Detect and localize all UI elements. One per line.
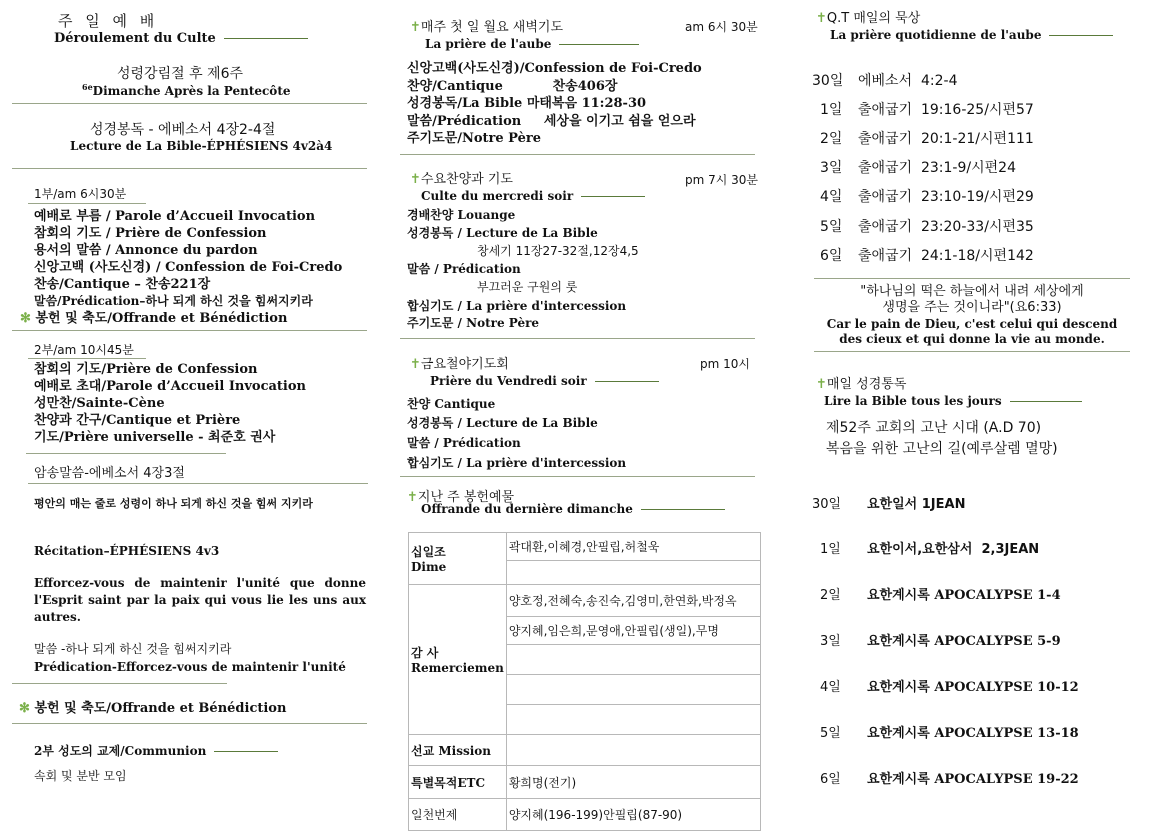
recitation-verse-fr: Efforcez-vous de maintenir l'unité que donne l'Esprit saint par la paix qui vous lie les uns aux autres. xyxy=(34,576,366,624)
dawn-title: ✝매주 첫 일 월요 새벽기도 xyxy=(410,20,564,35)
qt-item: 2일 출애굽기 20:1-21/시편111 xyxy=(820,131,1034,147)
fri-title: ✝금요철야기도회 xyxy=(410,357,509,372)
list-item: ✻ 봉헌 및 축도/Offrande et Bénédiction xyxy=(20,311,288,326)
mission-label: 선교 Mission xyxy=(409,735,507,766)
qt-item: 1일 출애굽기 19:16-25/시편57 xyxy=(820,102,1034,118)
divider xyxy=(12,330,367,331)
reading-item: 3일 요한계시록 APOCALYPSE 5-9 xyxy=(820,634,1061,649)
service2-list xyxy=(34,361,306,446)
list-item: 예배로 초대/Parole d’Accueil Invocation xyxy=(34,379,306,394)
thanks-row: 양호정,전혜숙,송진숙,김영미,한연화,박정옥 xyxy=(506,585,760,617)
benediction: ✻ 봉헌 및 축도/Offrande et Bénédiction xyxy=(19,701,287,716)
list-item: 합심기도 / La prière d'intercession xyxy=(407,299,627,313)
reading-item: 30일 요한일서 1JEAN xyxy=(812,497,966,512)
column-daily-devotion xyxy=(808,0,1130,811)
table-row xyxy=(409,585,761,617)
list-item: 신앙고백(사도신경)/Confession de Foi-Credo xyxy=(407,61,702,76)
memory-verse-ko: 평안의 매는 줄로 성령이 하나 되게 하신 것을 힘써 지키라 xyxy=(34,497,313,510)
qt-item: 30일 에베소서 4:2-4 xyxy=(812,73,958,89)
reading-fr: Lecture de La Bible-ÉPHÉSIENS 4v2à4 xyxy=(70,139,333,153)
list-item: 부끄러운 구원의 룻 xyxy=(477,280,578,294)
table-row xyxy=(409,533,761,561)
wed-title: ✝수요찬양과 기도 xyxy=(410,172,513,187)
sermon-fr: Prédication-Efforcez-vous de maintenir l'unité xyxy=(34,660,346,674)
divider xyxy=(28,483,368,484)
reading-item: 1일 요한이서,요한삼서 2,3JEAN xyxy=(820,542,1040,557)
cross-icon: ✝ xyxy=(816,377,827,392)
thanks-label: 감 사 Remerciemen xyxy=(409,585,507,735)
list-item: 합심기도 / La prière d'intercession xyxy=(407,456,627,470)
reading-ko: 성경봉독 - 에베소서 4장2-4절 xyxy=(90,122,276,138)
list-item: 예배로 부름 / Parole d’Accueil Invocation xyxy=(34,209,316,224)
list-item: 말씀/Prédication–하나 되게 하신 것을 힘써지키라 xyxy=(34,294,313,308)
dime-label: 십일조 Dime xyxy=(409,533,507,585)
list-item: 주기도문/Notre Père xyxy=(407,131,542,146)
column-weekly-prayer xyxy=(395,0,759,822)
reading-item: 6일 요한계시록 APOCALYPSE 19-22 xyxy=(820,772,1079,787)
list-item: 기도/Prière universelle - 최준호 권사 xyxy=(34,430,276,445)
divider xyxy=(814,351,1130,352)
service-title: 주 일 예 배 xyxy=(58,12,159,30)
qt-title: ✝Q.T 매일의 묵상 xyxy=(816,11,921,26)
list-item: 참회의 기도/Prière de Confession xyxy=(34,362,258,377)
list-item: 찬양 Cantique xyxy=(407,397,496,411)
reading-desc: 복음을 위한 고난의 길(예루살렘 멸망) xyxy=(826,441,1058,457)
fri-time: pm 10시 xyxy=(700,357,750,371)
list-item: 성만찬/Sainte-Cène xyxy=(34,396,165,411)
communion: 2부 성도의 교제/Communion xyxy=(34,742,278,759)
divider xyxy=(12,168,367,169)
verse-ko: "하나님의 떡은 하늘에서 내려 세상에게 xyxy=(860,284,1084,299)
verse-fr: des cieux et qui donne la vie au monde. xyxy=(839,332,1105,346)
special-label: 특별목적ETC xyxy=(409,766,507,799)
weekly-names: 양지혜(196-199)안필립(87-90) xyxy=(506,799,760,831)
reading-item: 5일 요한계시록 APOCALYPSE 13-18 xyxy=(820,726,1079,741)
service2-time: 2부/am 10시45분 xyxy=(34,343,134,357)
divider xyxy=(12,103,367,104)
list-item: 용서의 말씀 / Annonce du pardon xyxy=(34,243,258,258)
offering-title: ✝지난 주 봉헌예물 xyxy=(407,490,515,505)
wed-fr: Culte du mercredi soir xyxy=(421,189,645,203)
list-item: 말씀/Prédication 세상을 이기고 쉼을 얻으라 xyxy=(407,113,696,129)
weekly-label: 일천번제 xyxy=(409,799,507,831)
divider xyxy=(12,723,367,724)
table-row xyxy=(409,735,761,766)
service1-time: 1부/am 6시30분 xyxy=(34,187,127,201)
dime-names: 곽대환,이혜경,안필립,허철욱 xyxy=(506,533,760,561)
cross-icon: ✝ xyxy=(407,490,418,505)
reading-item: 4일 요한계시록 APOCALYPSE 10-12 xyxy=(820,680,1079,695)
verse-box xyxy=(814,284,1130,347)
list-item: 성경봉독 / Lecture de La Bible xyxy=(407,416,598,430)
qt-item: 5일 출애굽기 23:20-33/시편35 xyxy=(820,219,1034,235)
list-item: 창세기 11장27-32절,12장4,5 xyxy=(477,244,639,258)
list-item: 주기도문 / Notre Père xyxy=(407,316,540,330)
list-item: 신앙고백 (사도신경) / Confession de Foi-Credo xyxy=(34,260,343,275)
fri-fr: Prière du Vendredi soir xyxy=(430,374,659,388)
divider xyxy=(400,476,755,477)
reading-week: 제52주 교회의 고난 시대 (A.D 70) xyxy=(826,420,1042,436)
dawn-fr: La prière de l'aube xyxy=(425,37,639,51)
divider xyxy=(400,338,755,339)
small-groups: 속회 및 분반 모임 xyxy=(34,769,127,783)
reading-fr: Lire la Bible tous les jours xyxy=(824,394,1082,408)
divider xyxy=(12,683,227,684)
recitation-label: Récitation–ÉPHÉSIENS 4v3 xyxy=(34,544,220,558)
divider xyxy=(814,278,1130,279)
verse-ko: 생명을 주는 것이니라"(요6:33) xyxy=(882,300,1062,315)
list-item: 말씀 / Prédication xyxy=(407,262,521,276)
divider xyxy=(26,453,226,454)
divider xyxy=(400,154,755,155)
qt-item: 6일 출애굽기 24:1-18/시편142 xyxy=(820,248,1034,264)
column-sunday-service xyxy=(19,0,367,811)
cross-icon: ✝ xyxy=(410,357,421,372)
star-bullet-icon: ✻ xyxy=(19,701,30,716)
list-item: 찬양/Cantique 찬송406장 xyxy=(407,78,618,94)
cross-icon: ✝ xyxy=(816,11,827,26)
dawn-time: am 6시 30분 xyxy=(685,20,758,34)
season-ko: 성령강림절 후 제6주 xyxy=(117,66,243,82)
verse-fr: Car le pain de Dieu, c'est celui qui descend xyxy=(826,317,1118,331)
list-item: 성경봉독/La Bible 마태복음 11:28-30 xyxy=(407,96,647,111)
reading-item: 2일 요한계시록 APOCALYPSE 1-4 xyxy=(820,588,1061,603)
special-names: 황희명(전기) xyxy=(506,766,760,799)
divider xyxy=(28,358,146,359)
reading-title: ✝매일 성경통독 xyxy=(816,377,907,392)
divider xyxy=(28,203,146,204)
qt-fr: La prière quotidienne de l'aube xyxy=(830,28,1113,42)
service1-list xyxy=(20,208,343,327)
qt-item: 3일 출애굽기 23:1-9/시편24 xyxy=(820,160,1016,176)
qt-item: 4일 출애굽기 23:10-19/시편29 xyxy=(820,189,1034,205)
cross-icon: ✝ xyxy=(410,20,421,35)
list-item: 참회의 기도 / Prière de Confession xyxy=(34,226,267,241)
sermon-ko: 말씀 -하나 되게 하신 것을 힘써지키라 xyxy=(34,642,232,656)
list-item: 성경봉독 / Lecture de La Bible xyxy=(407,226,598,240)
list-item: 경배찬양 Louange xyxy=(407,208,516,222)
dawn-list xyxy=(407,60,702,148)
offering-table xyxy=(408,532,761,831)
cross-icon: ✝ xyxy=(410,172,421,187)
table-row xyxy=(409,766,761,799)
list-item: 말씀 / Prédication xyxy=(407,436,521,450)
list-item: 찬송/Cantique – 찬송221장 xyxy=(34,277,211,292)
list-item: 찬양과 간구/Cantique et Prière xyxy=(34,413,241,428)
season-fr: $^{6e}$Dimanche Après la Pentecôte xyxy=(82,82,291,98)
wed-time: pm 7시 30분 xyxy=(685,173,759,187)
table-row xyxy=(409,799,761,831)
star-bullet-icon: ✻ xyxy=(20,311,31,326)
thanks-row: 양지혜,임은희,문영애,안필립(생일),무명 xyxy=(506,617,760,645)
service-subtitle: Déroulement du Culte xyxy=(54,31,308,46)
memory-title: 암송말씀-에베소서 4장3절 xyxy=(34,466,185,481)
offering-fr: Offrande du dernière dimanche xyxy=(421,502,725,516)
